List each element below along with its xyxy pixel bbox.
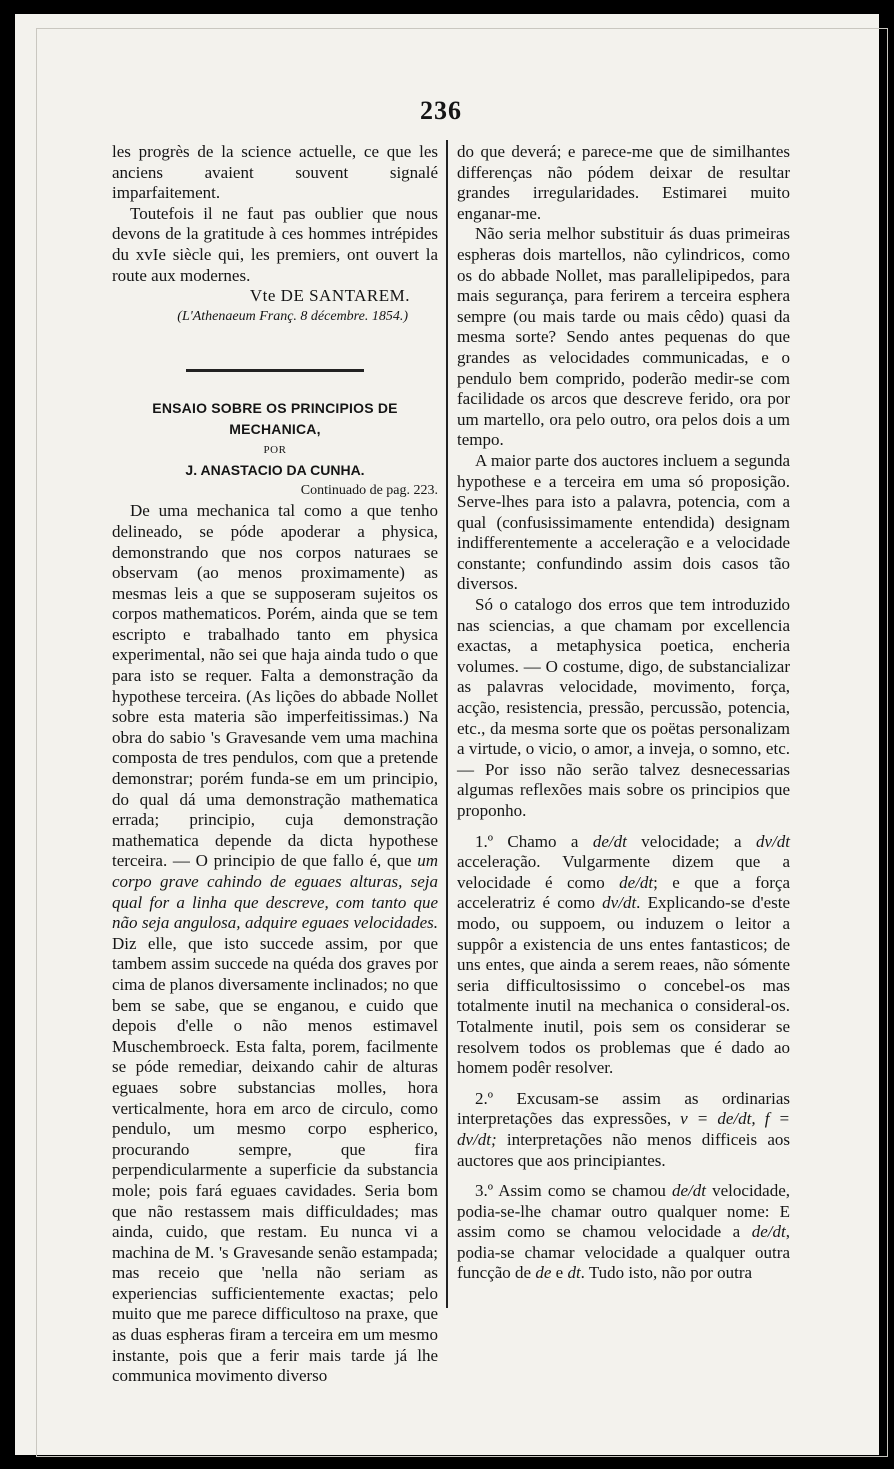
page-number: 236 xyxy=(420,96,462,125)
fraction-dv-dt: dv/dt xyxy=(756,831,791,851)
paragraph-3: A maior parte dos auctores incluem a segunda hypothese e a terceira em uma só proposição. Serve-lhes para isto a palavra, potencia, com a qual (confusissimamente entendida) designam indifferentemente a acceleração e a velocidade constante; confundindo assim dois casos tão diversos. xyxy=(457,450,790,594)
paragraph-7: 3.º Assim como se chamou de/dt velocidade, podia-se-lhe chamar outro qualquer nome: E assim como se chamou velocidade a de/dt, podia-se chamar velocidade a qualquer outra funcção de de e dt. Tudo isto, não por outra xyxy=(457,1181,791,1283)
p5-e: Explicando-se d'este modo, ou suppoem, ou induzem o leitor a suppôr a existencia de uns entes fantasticos; de uns entes, que ainda a serem reaes, não sómente seria difficultosissimo o concebel-os mas totalmente inutil na mechanica o consideral-os. Totalmente inutil, pois sem os considerar se resolvem todos os problemas que é dado ao homem podêr resolver. xyxy=(457,893,791,1078)
citation: (L'Athenaeum Franç. 8 décembre. 1854.) xyxy=(177,308,408,324)
section-rule xyxy=(186,369,364,372)
author-name: J. ANASTACIO DA CUNHA. xyxy=(185,462,365,479)
p6-a: 2.º Excusam-se assim as ordinarias interpretações das expressões, xyxy=(457,1088,790,1129)
fraction-de-dt: de/dt xyxy=(592,831,627,851)
p5-b: velocidade; a xyxy=(641,831,742,851)
main-paragraph xyxy=(112,501,438,1387)
p7-e: e xyxy=(555,1263,564,1283)
paragraph-2: Não seria melhor substituir ás duas primeiras espheras dois martellos, não cylindricos, como os do abbade Nollet, mas parallelipipedos, para mais segurança, para ferirem a terceira esphera sempre (ou mais tarde ou mais cêdo) quasi da mesma sorte? Sendo antes pequenas do que grandes as velocidades communicadas, e o pendulo bem comprido, poderão medir-se com facilidade os arcos que descreve ferido, ora por um martello, ora pelo outro, ora pelos dois a um tempo. xyxy=(457,224,790,450)
main-text-1: De uma mechanica tal como a que tenho delineado, se póde apoderar a physica, demonstrando que nos corpos naturaes se observam (ao menos proximamente) as mesmas leis a que se supposeram sujeitos os corpos mathematicos. Porém, ainda que se tem escripto e trabalhado tanto em physica experimental, não sei que haja ainda tudo o que para isto se requer. Falta a demonstração da hypothese terceira. (As lições do abbade Nollet sobre esta materia são imperfeitissimas.) Na obra do sabio 's Gravesande vem uma machina composta de tres pendulos, com que a pretende demonstrar; porém funda-se em um principio, do qual dá uma demonstração mathematica errada; principio, cuja demonstração mathematica depende da dicta hypothese terceira. — O principio de que fallo é, que xyxy=(112,501,438,871)
column-divider xyxy=(446,140,448,1308)
expression-v-f: v = de/dt, f = dv/dt; xyxy=(457,1109,790,1149)
p7-de: de xyxy=(535,1263,552,1283)
fraction-dv-dt-2: dv/dt xyxy=(602,893,637,913)
fraction-de-dt-3: de/dt xyxy=(671,1181,706,1201)
p5-a: 1.º Chamo a xyxy=(475,831,579,851)
p6-b: interpretações não menos difficeis aos auctores que aos principiantes. xyxy=(457,1129,790,1170)
p7-a: 3.º Assim como se chamou xyxy=(475,1181,666,1201)
p5-d: ; e que a força acceleratriz é como xyxy=(457,872,790,913)
p7-b: velocidade, podia-se-lhe chamar outro qualquer nome: E assim como se chamou velocidade a xyxy=(457,1181,791,1242)
intro-paragraph: les progrès de la science actuelle, ce que les anciens avaient souvent signalé imparfaitement. xyxy=(112,142,438,203)
p7-g: . Tudo isto, não por outra xyxy=(580,1263,753,1283)
continuation-note: Continuado de pag. 223. xyxy=(300,482,438,498)
fraction-de-dt-4: de/dt xyxy=(751,1222,786,1242)
signature: Vte DE SANTAREM. xyxy=(249,286,410,306)
paragraph-4: Só o catalogo dos erros que tem introduzido nas sciencias, a que chamam por excellencia exactas, a metaphysica poetica, encheria volumes. — O costume, digo, de substancializar as palavras velocidade, movimento, força, acção, resistencia, pressão, percussão, potencia, etc., da mesma sorte que os poëtas personalizam a virtude, o vicio, o amor, a inveja, o somno, etc. — Por isso não serão talvez desnecessarias algumas reflexões mais sobre os principios que proponho. xyxy=(457,595,790,820)
byline-por: POR xyxy=(263,443,287,456)
p7-dt: dt xyxy=(567,1263,581,1283)
paragraph-6 xyxy=(457,1089,790,1171)
paragraph-5: 1.º Chamo a de/dt velocidade; a dv/dt acceleração. Vulgarmente dizem que a velocidade é como de/dt; e que a força acceleratriz é como dv/dt. Explicando-se d'este modo, ou suppoem, ou induzem o leitor a suppôr a existencia de uns entes fantasticos; de uns entes, que ainda a serem reaes, não sómente seria difficultosissimo o concebel-os mas totalmente inutil na mechanica o consideral-os. Totalmente inutil, pois sem os considerar se resolvem todos os problemas que é dado ao homem podêr resolver. xyxy=(457,831,791,1078)
p5-c: acceleração. Vulgarmente dizem que a velocidade é como xyxy=(457,852,790,892)
left-column xyxy=(112,142,438,1387)
main-text-2: Diz elle, que isto succede assim, por que tambem assim succede na quéda dos graves por cima de planos diversamente inclinados; no que bem se sabe, que se enganou, e cuido que depois d'elle o não menos estimavel Muschembroeck. Esta falta, porem, facilmente se póde remediar, deixando cahir de alturas eguaes sobre substancias molles, hora verticalmente, hora em arco de circulo, como pendulo, um mesmo corpo espherico, procurando sempre, que fira perpendicularmente a superficie da substancia mole; pois fará eguaes cavidades. Seria bom que não restassem mais difficuldades; mas ainda, cuido, que restam. Eu nunca vi a machina de M. 's Gravesande senão estampada; mas receio que 'nella não seriam as experiencias sufficientemente exactas; pelo muito que me parece difficultoso na praxe, que as duas espheras firam a terceira em um mesmo instante, pois que a ferir mais tarde já lhe communica movimento diverso xyxy=(112,933,438,1386)
main-italic: um corpo grave cahindo de eguaes alturas, seja qual for a linha que descreve, com tanto que não seja angulosa, adquire eguaes velocidades. xyxy=(112,851,439,933)
article-title: ENSAIO SOBRE OS PRINCIPIOS DE MECHANICA, xyxy=(152,400,398,437)
fraction-de-dt-2: de/dt xyxy=(619,872,654,892)
paragraph-1: do que deverá; e parece-me que de similhantes differenças não pódem deixar de resultar grandes irregularidades. Estimarei muito enganar-me. xyxy=(457,142,790,223)
closing-paragraph: Toutefois il ne faut pas oublier que nous devons de la gratitude à ces hommes intrépides du xvIe siècle qui, les premiers, ont ouvert la route aux modernes. xyxy=(112,203,438,285)
right-column xyxy=(457,142,790,1284)
p7-c: podia-se chamar velocidade a qualquer outra funcção de xyxy=(457,1242,790,1283)
